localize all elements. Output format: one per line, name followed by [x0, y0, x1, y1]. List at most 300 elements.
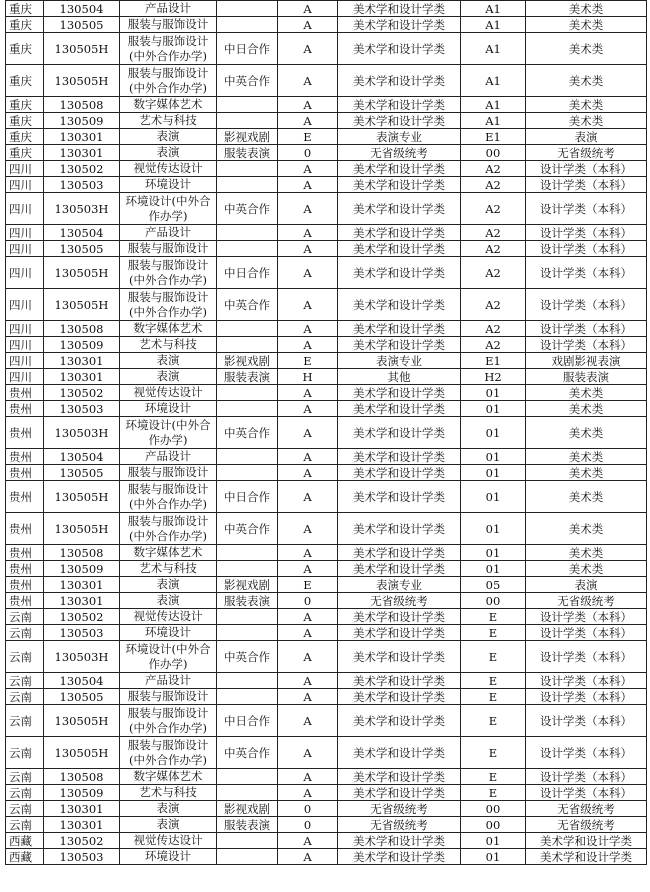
exam-category-cell: 美术学和设计学类 — [338, 673, 461, 689]
major-code-cell: 130504 — [44, 225, 120, 241]
major-code-cell: 130505 — [44, 689, 120, 705]
exam-category-cell: 美术学和设计学类 — [338, 545, 461, 561]
province-cell: 贵州 — [6, 593, 44, 609]
table-row — [6, 833, 647, 849]
table-row — [6, 225, 647, 241]
exam-category-cell: 无省级统考 — [338, 801, 461, 817]
province-cell: 云南 — [6, 689, 44, 705]
category-cell: 美术类 — [526, 17, 647, 33]
table-row — [6, 369, 647, 385]
province-cell: 云南 — [6, 769, 44, 785]
major-code-cell: 130509 — [44, 113, 120, 129]
category-cell: 设计学类（本科） — [526, 609, 647, 625]
cooperation-cell — [217, 225, 278, 241]
table-row — [6, 737, 647, 769]
exam-code-cell: 01 — [461, 545, 526, 561]
cooperation-cell — [217, 625, 278, 641]
cooperation-cell — [217, 769, 278, 785]
exam-category-cell: 美术学和设计学类 — [338, 849, 461, 865]
exam-code-cell: A1 — [461, 113, 526, 129]
major-name-cell: 数字媒体艺术 — [120, 321, 217, 337]
type-cell: A — [278, 241, 338, 257]
category-cell: 设计学类（本科） — [526, 689, 647, 705]
major-code-cell: 130502 — [44, 833, 120, 849]
table-row — [6, 33, 647, 65]
table-row — [6, 97, 647, 113]
cooperation-cell — [217, 17, 278, 33]
exam-code-cell: 05 — [461, 577, 526, 593]
major-name-cell: 服装与服饰设计(中外合作办学) — [120, 513, 217, 545]
province-cell: 四川 — [6, 353, 44, 369]
province-cell: 四川 — [6, 177, 44, 193]
type-cell: A — [278, 97, 338, 113]
table-row — [6, 673, 647, 689]
major-name-cell: 环境设计(中外合作办学) — [120, 193, 217, 225]
exam-code-cell: E — [461, 769, 526, 785]
major-name-cell: 服装与服饰设计(中外合作办学) — [120, 257, 217, 289]
exam-code-cell: A1 — [461, 65, 526, 97]
type-cell: 0 — [278, 817, 338, 833]
major-code-cell: 130502 — [44, 385, 120, 401]
major-code-cell: 130301 — [44, 145, 120, 161]
category-cell: 设计学类（本科） — [526, 161, 647, 177]
cooperation-cell: 影视戏剧 — [217, 129, 278, 145]
exam-code-cell: A2 — [461, 289, 526, 321]
major-name-cell: 视觉传达设计 — [120, 385, 217, 401]
table-row — [6, 513, 647, 545]
province-cell: 重庆 — [6, 113, 44, 129]
exam-category-cell: 美术学和设计学类 — [338, 609, 461, 625]
cooperation-cell — [217, 321, 278, 337]
cooperation-cell: 中英合作 — [217, 641, 278, 673]
major-code-cell: 130509 — [44, 561, 120, 577]
province-cell: 贵州 — [6, 545, 44, 561]
exam-category-cell: 表演专业 — [338, 353, 461, 369]
major-code-cell: 130508 — [44, 769, 120, 785]
table-row — [6, 817, 647, 833]
cooperation-cell — [217, 609, 278, 625]
category-cell: 美术类 — [526, 545, 647, 561]
cooperation-cell — [217, 561, 278, 577]
major-name-cell: 表演 — [120, 817, 217, 833]
province-cell: 重庆 — [6, 65, 44, 97]
exam-code-cell: E — [461, 737, 526, 769]
major-code-cell: 130505H — [44, 257, 120, 289]
type-cell: E — [278, 577, 338, 593]
major-code-cell: 130503 — [44, 177, 120, 193]
province-cell: 贵州 — [6, 561, 44, 577]
cooperation-cell: 服装表演 — [217, 369, 278, 385]
type-cell: A — [278, 641, 338, 673]
exam-code-cell: E1 — [461, 129, 526, 145]
exam-category-cell: 美术学和设计学类 — [338, 161, 461, 177]
table-row — [6, 417, 647, 449]
major-name-cell: 产品设计 — [120, 449, 217, 465]
exam-category-cell: 无省级统考 — [338, 817, 461, 833]
exam-category-cell: 美术学和设计学类 — [338, 241, 461, 257]
exam-code-cell: E — [461, 641, 526, 673]
major-name-cell: 产品设计 — [120, 673, 217, 689]
province-cell: 贵州 — [6, 401, 44, 417]
exam-code-cell: 01 — [461, 401, 526, 417]
category-cell: 美术类 — [526, 1, 647, 17]
exam-code-cell: 01 — [461, 849, 526, 865]
exam-code-cell: A2 — [461, 177, 526, 193]
type-cell: A — [278, 705, 338, 737]
exam-category-cell: 美术学和设计学类 — [338, 481, 461, 513]
major-code-cell: 130301 — [44, 801, 120, 817]
exam-code-cell: E — [461, 609, 526, 625]
category-cell: 美术类 — [526, 465, 647, 481]
category-cell: 表演 — [526, 577, 647, 593]
major-code-cell: 130503H — [44, 193, 120, 225]
major-name-cell: 表演 — [120, 353, 217, 369]
category-cell: 设计学类（本科） — [526, 705, 647, 737]
cooperation-cell — [217, 465, 278, 481]
type-cell: A — [278, 481, 338, 513]
province-cell: 云南 — [6, 737, 44, 769]
table-row — [6, 609, 647, 625]
major-name-cell: 服装与服饰设计(中外合作办学) — [120, 737, 217, 769]
type-cell: A — [278, 337, 338, 353]
exam-category-cell: 美术学和设计学类 — [338, 177, 461, 193]
type-cell: A — [278, 177, 338, 193]
admissions-table — [5, 0, 647, 865]
cooperation-cell: 中英合作 — [217, 737, 278, 769]
type-cell: A — [278, 849, 338, 865]
table-row — [6, 849, 647, 865]
category-cell: 戏剧影视表演 — [526, 353, 647, 369]
table-row — [6, 593, 647, 609]
table-row — [6, 545, 647, 561]
cooperation-cell — [217, 673, 278, 689]
province-cell: 贵州 — [6, 417, 44, 449]
exam-code-cell: E — [461, 673, 526, 689]
type-cell: A — [278, 449, 338, 465]
type-cell: A — [278, 289, 338, 321]
table-row — [6, 257, 647, 289]
exam-category-cell: 美术学和设计学类 — [338, 833, 461, 849]
major-name-cell: 视觉传达设计 — [120, 609, 217, 625]
province-cell: 四川 — [6, 321, 44, 337]
major-code-cell: 130504 — [44, 673, 120, 689]
province-cell: 四川 — [6, 257, 44, 289]
exam-code-cell: 01 — [461, 417, 526, 449]
exam-code-cell: A2 — [461, 161, 526, 177]
table-row — [6, 401, 647, 417]
type-cell: A — [278, 785, 338, 801]
category-cell: 美术类 — [526, 113, 647, 129]
type-cell: 0 — [278, 801, 338, 817]
table-row — [6, 177, 647, 193]
table-row — [6, 625, 647, 641]
table-row — [6, 353, 647, 369]
province-cell: 云南 — [6, 785, 44, 801]
type-cell: A — [278, 625, 338, 641]
table-row — [6, 161, 647, 177]
exam-code-cell: 01 — [461, 465, 526, 481]
major-name-cell: 环境设计(中外合作办学) — [120, 417, 217, 449]
cooperation-cell — [217, 449, 278, 465]
category-cell: 设计学类（本科） — [526, 337, 647, 353]
province-cell: 云南 — [6, 801, 44, 817]
major-name-cell: 艺术与科技 — [120, 561, 217, 577]
major-code-cell: 130505H — [44, 705, 120, 737]
exam-category-cell: 美术学和设计学类 — [338, 561, 461, 577]
major-name-cell: 数字媒体艺术 — [120, 97, 217, 113]
major-name-cell: 视觉传达设计 — [120, 833, 217, 849]
cooperation-cell: 中日合作 — [217, 481, 278, 513]
exam-code-cell: 01 — [461, 449, 526, 465]
table-row — [6, 785, 647, 801]
type-cell: A — [278, 161, 338, 177]
category-cell: 美术类 — [526, 561, 647, 577]
table-row — [6, 449, 647, 465]
major-name-cell: 服装与服饰设计(中外合作办学) — [120, 65, 217, 97]
table-row — [6, 129, 647, 145]
type-cell: A — [278, 385, 338, 401]
major-code-cell: 130502 — [44, 609, 120, 625]
cooperation-cell — [217, 849, 278, 865]
exam-code-cell: E1 — [461, 353, 526, 369]
major-name-cell: 艺术与科技 — [120, 337, 217, 353]
exam-category-cell: 美术学和设计学类 — [338, 17, 461, 33]
province-cell: 云南 — [6, 625, 44, 641]
cooperation-cell: 服装表演 — [217, 593, 278, 609]
category-cell: 设计学类（本科） — [526, 241, 647, 257]
cooperation-cell: 服装表演 — [217, 817, 278, 833]
exam-category-cell: 无省级统考 — [338, 593, 461, 609]
type-cell: A — [278, 401, 338, 417]
exam-code-cell: 00 — [461, 817, 526, 833]
exam-code-cell: 01 — [461, 561, 526, 577]
exam-category-cell: 表演专业 — [338, 577, 461, 593]
category-cell: 美术类 — [526, 449, 647, 465]
cooperation-cell — [217, 785, 278, 801]
exam-code-cell: E — [461, 689, 526, 705]
cooperation-cell — [217, 689, 278, 705]
major-code-cell: 130504 — [44, 1, 120, 17]
major-name-cell: 表演 — [120, 129, 217, 145]
category-cell: 无省级统考 — [526, 801, 647, 817]
cooperation-cell — [217, 401, 278, 417]
major-name-cell: 表演 — [120, 801, 217, 817]
cooperation-cell: 服装表演 — [217, 145, 278, 161]
table-row — [6, 17, 647, 33]
table-row — [6, 1, 647, 17]
major-name-cell: 环境设计 — [120, 401, 217, 417]
major-code-cell: 130505 — [44, 241, 120, 257]
exam-category-cell: 美术学和设计学类 — [338, 113, 461, 129]
exam-category-cell: 美术学和设计学类 — [338, 321, 461, 337]
exam-category-cell: 美术学和设计学类 — [338, 417, 461, 449]
exam-code-cell: A1 — [461, 1, 526, 17]
type-cell: E — [278, 129, 338, 145]
exam-category-cell: 美术学和设计学类 — [338, 385, 461, 401]
cooperation-cell — [217, 113, 278, 129]
exam-category-cell: 美术学和设计学类 — [338, 513, 461, 545]
major-code-cell: 130509 — [44, 785, 120, 801]
category-cell: 无省级统考 — [526, 593, 647, 609]
province-cell: 云南 — [6, 609, 44, 625]
type-cell: A — [278, 417, 338, 449]
table-row — [6, 689, 647, 705]
cooperation-cell: 影视戏剧 — [217, 353, 278, 369]
exam-code-cell: A2 — [461, 337, 526, 353]
category-cell: 无省级统考 — [526, 145, 647, 161]
province-cell: 云南 — [6, 817, 44, 833]
type-cell: A — [278, 465, 338, 481]
table-row — [6, 769, 647, 785]
major-code-cell: 130301 — [44, 369, 120, 385]
major-name-cell: 服装与服饰设计 — [120, 241, 217, 257]
province-cell: 贵州 — [6, 481, 44, 513]
major-name-cell: 产品设计 — [120, 1, 217, 17]
province-cell: 西藏 — [6, 833, 44, 849]
major-name-cell: 艺术与科技 — [120, 113, 217, 129]
province-cell: 四川 — [6, 289, 44, 321]
province-cell: 重庆 — [6, 145, 44, 161]
cooperation-cell: 中英合作 — [217, 65, 278, 97]
major-name-cell: 环境设计(中外合作办学) — [120, 641, 217, 673]
exam-code-cell: 01 — [461, 481, 526, 513]
type-cell: E — [278, 353, 338, 369]
category-cell: 美术类 — [526, 65, 647, 97]
exam-category-cell: 表演专业 — [338, 129, 461, 145]
exam-category-cell: 美术学和设计学类 — [338, 97, 461, 113]
category-cell: 设计学类（本科） — [526, 257, 647, 289]
major-code-cell: 130301 — [44, 353, 120, 369]
major-code-cell: 130503 — [44, 401, 120, 417]
province-cell: 重庆 — [6, 97, 44, 113]
exam-category-cell: 美术学和设计学类 — [338, 641, 461, 673]
cooperation-cell — [217, 337, 278, 353]
major-code-cell: 130505 — [44, 17, 120, 33]
province-cell: 贵州 — [6, 449, 44, 465]
cooperation-cell: 中英合作 — [217, 513, 278, 545]
type-cell: A — [278, 1, 338, 17]
exam-category-cell: 美术学和设计学类 — [338, 449, 461, 465]
province-cell: 四川 — [6, 225, 44, 241]
province-cell: 云南 — [6, 673, 44, 689]
exam-category-cell: 无省级统考 — [338, 145, 461, 161]
table-row — [6, 561, 647, 577]
table-row — [6, 145, 647, 161]
category-cell: 设计学类（本科） — [526, 177, 647, 193]
exam-code-cell: 00 — [461, 801, 526, 817]
table-row — [6, 337, 647, 353]
exam-category-cell: 美术学和设计学类 — [338, 289, 461, 321]
major-code-cell: 130503H — [44, 641, 120, 673]
exam-code-cell: A2 — [461, 321, 526, 337]
category-cell: 设计学类（本科） — [526, 289, 647, 321]
cooperation-cell — [217, 833, 278, 849]
type-cell: A — [278, 833, 338, 849]
type-cell: A — [278, 17, 338, 33]
type-cell: A — [278, 689, 338, 705]
category-cell: 美术类 — [526, 417, 647, 449]
province-cell: 四川 — [6, 193, 44, 225]
exam-category-cell: 美术学和设计学类 — [338, 625, 461, 641]
major-code-cell: 130301 — [44, 817, 120, 833]
cooperation-cell: 中日合作 — [217, 33, 278, 65]
cooperation-cell — [217, 177, 278, 193]
exam-code-cell: 00 — [461, 593, 526, 609]
type-cell: A — [278, 609, 338, 625]
category-cell: 设计学类（本科） — [526, 625, 647, 641]
exam-category-cell: 美术学和设计学类 — [338, 401, 461, 417]
major-code-cell: 130508 — [44, 97, 120, 113]
category-cell: 服装表演 — [526, 369, 647, 385]
type-cell: H — [278, 369, 338, 385]
exam-code-cell: A2 — [461, 257, 526, 289]
category-cell: 设计学类（本科） — [526, 321, 647, 337]
exam-category-cell: 美术学和设计学类 — [338, 225, 461, 241]
exam-code-cell: E — [461, 625, 526, 641]
major-name-cell: 产品设计 — [120, 225, 217, 241]
cooperation-cell: 中日合作 — [217, 705, 278, 737]
province-cell: 贵州 — [6, 513, 44, 545]
cooperation-cell: 中英合作 — [217, 289, 278, 321]
major-name-cell: 服装与服饰设计 — [120, 17, 217, 33]
exam-category-cell: 美术学和设计学类 — [338, 769, 461, 785]
cooperation-cell: 中英合作 — [217, 193, 278, 225]
province-cell: 重庆 — [6, 129, 44, 145]
province-cell: 重庆 — [6, 33, 44, 65]
exam-category-cell: 美术学和设计学类 — [338, 465, 461, 481]
cooperation-cell — [217, 97, 278, 113]
table-row — [6, 641, 647, 673]
exam-category-cell: 美术学和设计学类 — [338, 65, 461, 97]
type-cell: A — [278, 673, 338, 689]
category-cell: 美术类 — [526, 401, 647, 417]
major-name-cell: 数字媒体艺术 — [120, 769, 217, 785]
cooperation-cell — [217, 161, 278, 177]
major-code-cell: 130504 — [44, 449, 120, 465]
major-name-cell: 服装与服饰设计(中外合作办学) — [120, 481, 217, 513]
category-cell: 美术类 — [526, 481, 647, 513]
type-cell: A — [278, 65, 338, 97]
type-cell: 0 — [278, 593, 338, 609]
category-cell: 美术学和设计学类 — [526, 849, 647, 865]
major-code-cell: 130505H — [44, 481, 120, 513]
table-row — [6, 465, 647, 481]
exam-category-cell: 美术学和设计学类 — [338, 689, 461, 705]
major-code-cell: 130505 — [44, 465, 120, 481]
type-cell: 0 — [278, 145, 338, 161]
exam-category-cell: 美术学和设计学类 — [338, 33, 461, 65]
category-cell: 设计学类（本科） — [526, 193, 647, 225]
exam-code-cell: 01 — [461, 833, 526, 849]
table-row — [6, 289, 647, 321]
type-cell: A — [278, 113, 338, 129]
province-cell: 重庆 — [6, 17, 44, 33]
major-code-cell: 130503H — [44, 417, 120, 449]
major-code-cell: 130301 — [44, 593, 120, 609]
province-cell: 贵州 — [6, 465, 44, 481]
cooperation-cell — [217, 241, 278, 257]
exam-category-cell: 其他 — [338, 369, 461, 385]
major-code-cell: 130505H — [44, 289, 120, 321]
province-cell: 四川 — [6, 369, 44, 385]
province-cell: 西藏 — [6, 849, 44, 865]
cooperation-cell — [217, 385, 278, 401]
major-code-cell: 130505H — [44, 65, 120, 97]
exam-category-cell: 美术学和设计学类 — [338, 737, 461, 769]
province-cell: 云南 — [6, 705, 44, 737]
major-code-cell: 130508 — [44, 321, 120, 337]
major-name-cell: 数字媒体艺术 — [120, 545, 217, 561]
